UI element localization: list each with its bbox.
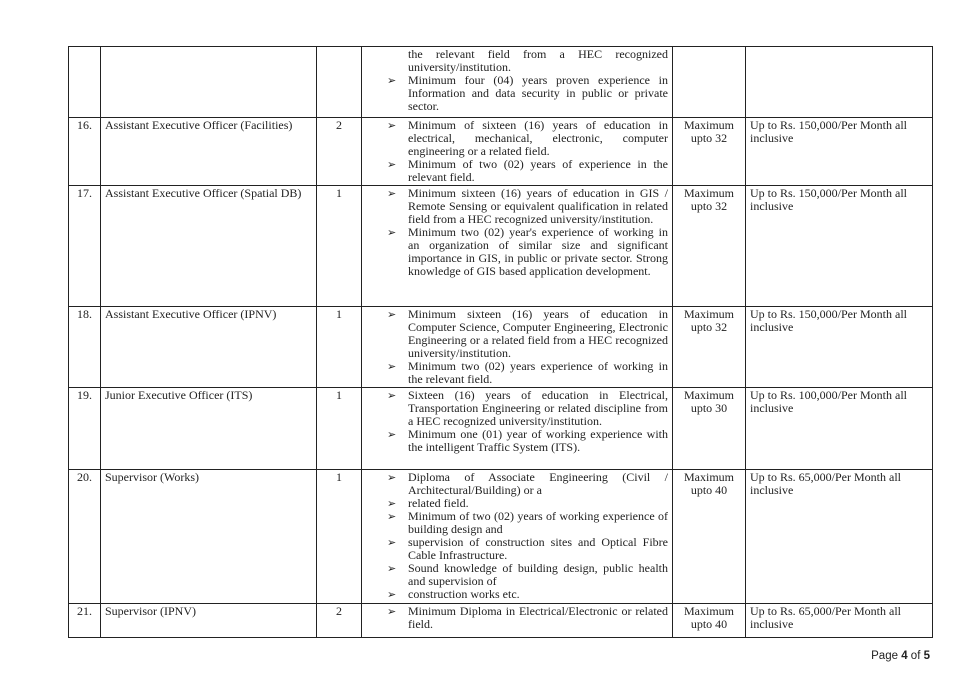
requirements-list <box>366 119 668 184</box>
arrowhead-bullet-icon: ➢ <box>387 187 397 200</box>
requirement-item <box>366 428 668 454</box>
requirement-text: Sound knowledge of building design, public health and supervision of <box>408 561 668 588</box>
requirement-item <box>366 536 668 562</box>
arrowhead-bullet-icon: ➢ <box>387 605 397 618</box>
age-limit-cell: Maximum upto 32 <box>673 118 746 186</box>
serial-number-cell: 21. <box>69 604 101 638</box>
requirement-text: the relevant field from a HEC recognized university/institution. <box>408 47 668 74</box>
requirement-text: Minimum sixteen (16) years of education in GIS / Remote Sensing or equivalent qualification in related field from a HEC recognized university/institution. <box>408 186 668 226</box>
requirement-item <box>366 158 668 184</box>
post-name-cell: Assistant Executive Officer (Facilities) <box>101 118 317 186</box>
requirements-list <box>366 48 668 113</box>
serial-number-cell: 20. <box>69 470 101 604</box>
table-row <box>69 604 933 638</box>
requirements-list <box>366 389 668 454</box>
requirements-cell <box>362 388 673 470</box>
requirements-list <box>366 605 668 631</box>
requirement-text: Minimum Diploma in Electrical/Electronic or related field. <box>408 604 668 631</box>
requirements-cell <box>362 307 673 388</box>
table-row <box>69 118 933 186</box>
requirements-list <box>366 308 668 386</box>
requirement-text: related field. <box>408 496 469 510</box>
requirement-text: Minimum two (02) years experience of working in the relevant field. <box>408 359 668 386</box>
table-row <box>69 388 933 470</box>
post-count-cell <box>317 47 362 118</box>
salary-cell: Up to Rs. 150,000/Per Month all inclusive <box>746 118 933 186</box>
page-label: Page <box>871 650 898 662</box>
requirement-item <box>366 308 668 360</box>
post-count-cell: 1 <box>317 186 362 307</box>
arrowhead-bullet-icon: ➢ <box>387 562 397 575</box>
serial-number-cell: 16. <box>69 118 101 186</box>
requirement-text: construction works etc. <box>408 587 520 601</box>
requirement-item <box>366 389 668 428</box>
requirement-item <box>366 226 668 278</box>
salary-cell: Up to Rs. 100,000/Per Month all inclusive <box>746 388 933 470</box>
requirement-item <box>366 471 668 497</box>
age-limit-cell: Maximum upto 40 <box>673 470 746 604</box>
serial-number-cell: 18. <box>69 307 101 388</box>
requirement-item <box>366 187 668 226</box>
requirement-text: Minimum of two (02) years of working experience of building design and <box>408 509 668 536</box>
requirement-text: Sixteen (16) years of education in Electrical, Transportation Engineering or related discipline from a HEC recognized university/institution. <box>408 388 668 428</box>
requirement-text: Minimum one (01) year of working experience with the intelligent Traffic System (ITS). <box>408 427 668 454</box>
requirement-item <box>366 74 668 113</box>
post-name-cell <box>101 47 317 118</box>
requirement-text: Minimum of two (02) years of experience in the relevant field. <box>408 157 668 184</box>
age-limit-cell: Maximum upto 40 <box>673 604 746 638</box>
post-name-cell: Assistant Executive Officer (IPNV) <box>101 307 317 388</box>
page-number <box>871 650 930 662</box>
arrowhead-bullet-icon: ➢ <box>387 471 397 484</box>
requirement-text: Minimum four (04) years proven experience in Information and data security in public or private sector. <box>408 73 668 113</box>
salary-cell <box>746 47 933 118</box>
job-requirements-table <box>68 46 933 638</box>
post-count-cell: 2 <box>317 118 362 186</box>
requirements-cell <box>362 47 673 118</box>
arrowhead-bullet-icon: ➢ <box>387 389 397 402</box>
table-row <box>69 307 933 388</box>
arrowhead-bullet-icon: ➢ <box>387 226 397 239</box>
arrowhead-bullet-icon: ➢ <box>387 158 397 171</box>
total-pages: 5 <box>923 650 930 662</box>
salary-cell: Up to Rs. 150,000/Per Month all inclusive <box>746 307 933 388</box>
requirement-item <box>366 48 668 74</box>
age-limit-cell <box>673 47 746 118</box>
requirement-item <box>366 360 668 386</box>
table-row <box>69 186 933 307</box>
arrowhead-bullet-icon: ➢ <box>387 360 397 373</box>
requirement-text: supervision of construction sites and Optical Fibre Cable Infrastructure. <box>408 535 668 562</box>
post-count-cell: 1 <box>317 307 362 388</box>
serial-number-cell <box>69 47 101 118</box>
arrowhead-bullet-icon: ➢ <box>387 536 397 549</box>
salary-cell: Up to Rs. 65,000/Per Month all inclusive <box>746 604 933 638</box>
arrowhead-bullet-icon: ➢ <box>387 74 397 87</box>
requirements-list <box>366 471 668 601</box>
serial-number-cell: 19. <box>69 388 101 470</box>
arrowhead-bullet-icon: ➢ <box>387 119 397 132</box>
current-page: 4 <box>901 650 908 662</box>
requirements-cell <box>362 470 673 604</box>
arrowhead-bullet-icon: ➢ <box>387 308 397 321</box>
arrowhead-bullet-icon: ➢ <box>387 428 397 441</box>
post-count-cell: 1 <box>317 388 362 470</box>
arrowhead-bullet-icon: ➢ <box>387 588 397 601</box>
post-name-cell: Supervisor (IPNV) <box>101 604 317 638</box>
table-row <box>69 470 933 604</box>
requirement-item <box>366 605 668 631</box>
age-limit-cell: Maximum upto 32 <box>673 186 746 307</box>
arrowhead-bullet-icon: ➢ <box>387 497 397 510</box>
requirement-text: Minimum of sixteen (16) years of education in electrical, mechanical, electronic, computer engineering or a related field. <box>408 118 668 158</box>
post-count-cell: 1 <box>317 470 362 604</box>
post-name-cell: Supervisor (Works) <box>101 470 317 604</box>
requirement-text: Diploma of Associate Engineering (Civil / Architectural/Building) or a <box>408 470 668 497</box>
requirements-cell <box>362 604 673 638</box>
salary-cell: Up to Rs. 65,000/Per Month all inclusive <box>746 470 933 604</box>
requirement-item <box>366 510 668 536</box>
age-limit-cell: Maximum upto 30 <box>673 388 746 470</box>
requirement-text: Minimum sixteen (16) years of education in Computer Science, Computer Engineering, Electronic Engineering or a related field from a HEC recognized university/institution. <box>408 307 668 360</box>
requirement-item <box>366 588 668 601</box>
serial-number-cell: 17. <box>69 186 101 307</box>
salary-cell: Up to Rs. 150,000/Per Month all inclusive <box>746 186 933 307</box>
requirement-item <box>366 119 668 158</box>
age-limit-cell: Maximum upto 32 <box>673 307 746 388</box>
post-count-cell: 2 <box>317 604 362 638</box>
requirement-text: Minimum two (02) year's experience of working in an organization of similar size and significant importance in GIS, in public or private sector. Strong knowledge of GIS based application development. <box>408 225 668 278</box>
table-body <box>69 47 933 638</box>
post-name-cell: Junior Executive Officer (ITS) <box>101 388 317 470</box>
requirements-cell <box>362 118 673 186</box>
requirement-item <box>366 562 668 588</box>
requirements-list <box>366 187 668 278</box>
requirements-cell <box>362 186 673 307</box>
arrowhead-bullet-icon: ➢ <box>387 510 397 523</box>
post-name-cell: Assistant Executive Officer (Spatial DB) <box>101 186 317 307</box>
table-row <box>69 47 933 118</box>
page-separator: of <box>910 650 921 662</box>
